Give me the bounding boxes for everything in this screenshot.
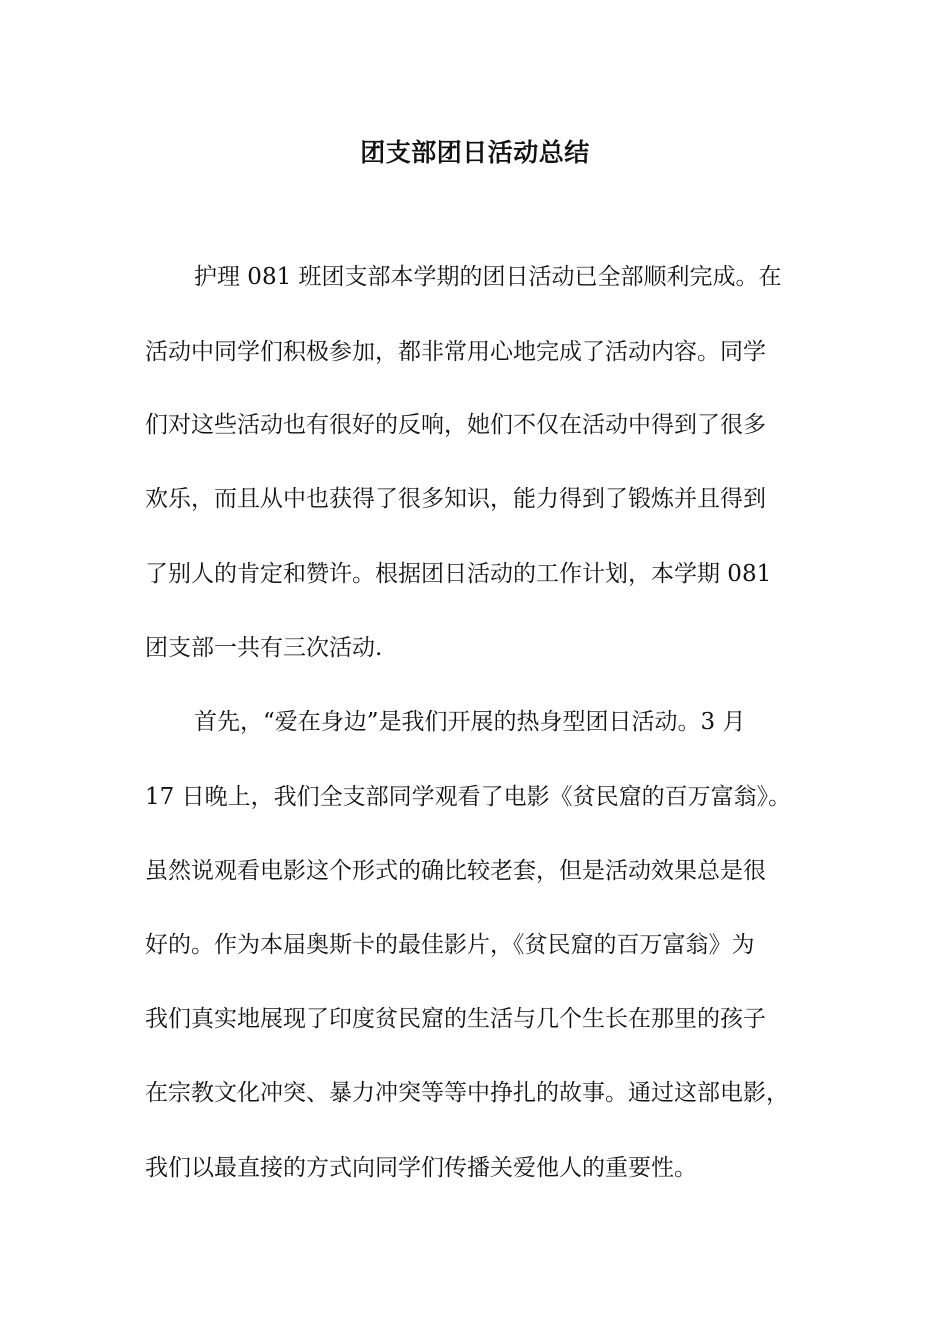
paragraph-line: 护理 081 班团支部本学期的团日活动已全部顺利完成。在 <box>194 264 782 290</box>
paragraph-line: 虽然说观看电影这个形式的确比较老套，但是活动效果总是很 <box>145 858 766 884</box>
paragraph-line: 我们真实地展现了印度贫民窟的生活与几个生长在那里的孩子 <box>145 1006 766 1032</box>
paragraph-line: 首先，“爱在身边”是我们开展的热身型团日活动。3 月 <box>194 709 746 735</box>
paragraph-line: 活动中同学们积极参加，都非常用心地完成了活动内容。同学 <box>145 339 766 365</box>
paragraph-line: 欢乐，而且从中也获得了很多知识，能力得到了锻炼并且得到 <box>145 486 766 512</box>
paragraph-line: 17 日晚上，我们全支部同学观看了电影《贫民窟的百万富翁》。 <box>145 784 792 810</box>
paragraph-line: 们对这些活动也有很好的反响，她们不仅在活动中得到了很多 <box>145 412 766 438</box>
paragraph-line: 在宗教文化冲突、暴力冲突等等中挣扎的故事。通过这部电影， <box>145 1080 789 1106</box>
paragraph-line: 好的。作为本届奥斯卡的最佳影片，《贫民窟的百万富翁》为 <box>145 932 755 958</box>
paragraph-line: 了别人的肯定和赞许。根据团日活动的工作计划，本学期 081 <box>145 561 772 587</box>
paragraph-line: 我们以最直接的方式向同学们传播关爱他人的重要性。 <box>145 1155 697 1181</box>
paragraph-line: 团支部一共有三次活动. <box>145 635 383 661</box>
document-title: 团支部团日活动总结 <box>360 138 590 167</box>
